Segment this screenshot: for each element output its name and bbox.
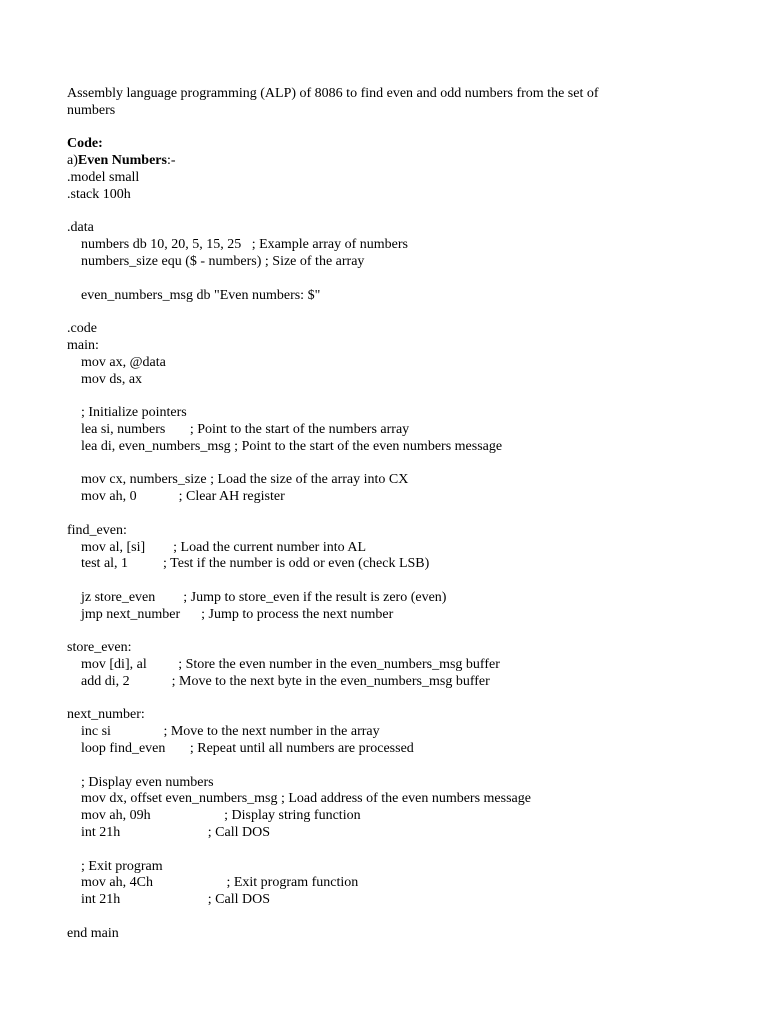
code-line: mov dx, offset even_numbers_msg ; Load address of the even numbers message — [67, 791, 531, 807]
code-line — [67, 624, 627, 641]
code-line: ; Initialize pointers — [67, 405, 187, 421]
code-line: jmp next_number ; Jump to process the next number — [67, 606, 394, 622]
code-line: .data — [67, 220, 94, 236]
code-line: end main — [67, 925, 119, 941]
code-line: mov al, [si] ; Load the current number into AL — [67, 539, 366, 555]
code-line — [67, 691, 627, 708]
code-line — [67, 271, 627, 288]
code-line — [67, 758, 627, 775]
code-line: mov ax, @data — [67, 354, 166, 370]
code-line: add di, 2 ; Move to the next byte in the even_numbers_msg buffer — [67, 673, 490, 689]
code-line: find_even: — [67, 522, 127, 538]
code-line: inc si ; Move to the next number in the array — [67, 724, 380, 740]
code-line: ; Display even numbers — [67, 774, 214, 790]
code-line — [67, 304, 627, 321]
code-line: int 21h ; Call DOS — [67, 825, 271, 841]
code-line — [67, 842, 627, 859]
code-line: even_numbers_msg db "Even numbers: $" — [67, 287, 321, 303]
code-line: .model small — [67, 169, 140, 185]
code-line — [67, 909, 627, 926]
code-line: test al, 1 ; Test if the number is odd or even (check LSB) — [67, 556, 430, 572]
document-page — [67, 86, 627, 943]
section-suffix: :- — [166, 153, 176, 169]
code-line — [67, 204, 627, 221]
code-line: mov ds, ax — [67, 371, 143, 387]
code-line: mov ah, 4Ch ; Exit program function — [67, 875, 359, 891]
section-prefix: a) — [67, 153, 78, 169]
section-heading — [67, 153, 627, 170]
code-line: mov ah, 09h ; Display string function — [67, 808, 361, 824]
code-line: mov cx, numbers_size ; Load the size of the array into CX — [67, 472, 409, 488]
code-line: numbers_size equ ($ - numbers) ; Size of the array — [67, 253, 365, 269]
code-line: next_number: — [67, 707, 145, 723]
code-line — [67, 506, 627, 523]
code-line — [67, 388, 627, 405]
code-line: .code — [67, 321, 97, 337]
spacer — [67, 120, 627, 137]
code-line: numbers db 10, 20, 5, 15, 25 ; Example array of numbers — [67, 237, 408, 253]
code-line: mov ah, 0 ; Clear AH register — [67, 489, 285, 505]
code-line: store_even: — [67, 640, 132, 656]
code-line: lea di, even_numbers_msg ; Point to the start of the even numbers message — [67, 438, 503, 454]
code-line: int 21h ; Call DOS — [67, 892, 271, 908]
code-line: mov [di], al ; Store the even number in the even_numbers_msg buffer — [67, 657, 500, 673]
document-title: Assembly language programming (ALP) of 8086 to find even and odd numbers from the set of numbers — [67, 86, 599, 118]
code-line: .stack 100h — [67, 186, 131, 202]
code-line: loop find_even ; Repeat until all numbers are processed — [67, 741, 414, 757]
code-line: main: — [67, 337, 99, 353]
code-heading: Code: — [67, 136, 103, 152]
code-line: ; Exit program — [67, 858, 163, 874]
code-line: jz store_even ; Jump to store_even if the result is zero (even) — [67, 589, 447, 605]
code-line: lea si, numbers ; Point to the start of the numbers array — [67, 421, 410, 437]
code-block — [67, 170, 627, 943]
code-line — [67, 573, 627, 590]
code-line — [67, 456, 627, 473]
section-title: Even Numbers — [77, 153, 167, 169]
